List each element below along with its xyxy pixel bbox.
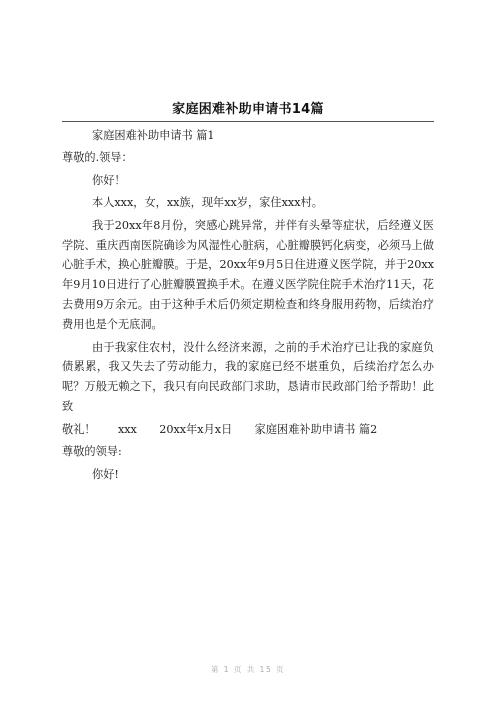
paragraph-self-intro: 本人xxx，女，xx族，现年xx岁，家住xxx村。 [92,196,323,210]
page-footer: 第 1 页 共 15 页 [210,665,286,674]
paragraph-greeting: 你好！ [92,173,126,187]
paragraph-closing: 敬礼！ xxx 20xx年x月x日 家庭困难补助申请书 篇2 [62,422,378,436]
paragraph-greeting-2: 你好! [92,467,119,481]
paragraph-section-heading-1: 家庭困难补助申请书 篇1 [92,129,215,142]
paragraph-salutation-2: 尊敬的领导: [62,445,122,459]
document-title: 家庭困难补助申请书14篇 [172,102,324,117]
document-body [62,126,434,487]
paragraph-request: 由于我家住农村，没什么经济来源，之前的手术治疗已让我的家庭负债累累，我又失去了劳动能力，我的家庭已经不堪重负，后续治疗怎么办呢？万般无赖之下，我只有向民政部门求助，恳请市民政部门给予帮助！此致 [62,340,434,414]
title-divider [62,121,434,122]
paragraph-salutation: 尊敬的.领导： [62,151,133,165]
paragraph-illness: 我于20xx年8月份，突感心跳异常，并伴有头晕等症状，后经遵义医学院、重庆西南医院确诊为风湿性心脏病，心脏瓣膜钙化病变，必须马上做心脏手术，换心脏瓣膜。于是，20xx年9月5日住进遵义医学院，并于20xx年9月10日进行了心脏瓣膜置换手术。在遵义医学院住院手术治疗11天，花去费用9万余元。由于这种手术后仍须定期检查和终身服用药物，后续治疗费用也是个无底洞。 [62,218,434,332]
